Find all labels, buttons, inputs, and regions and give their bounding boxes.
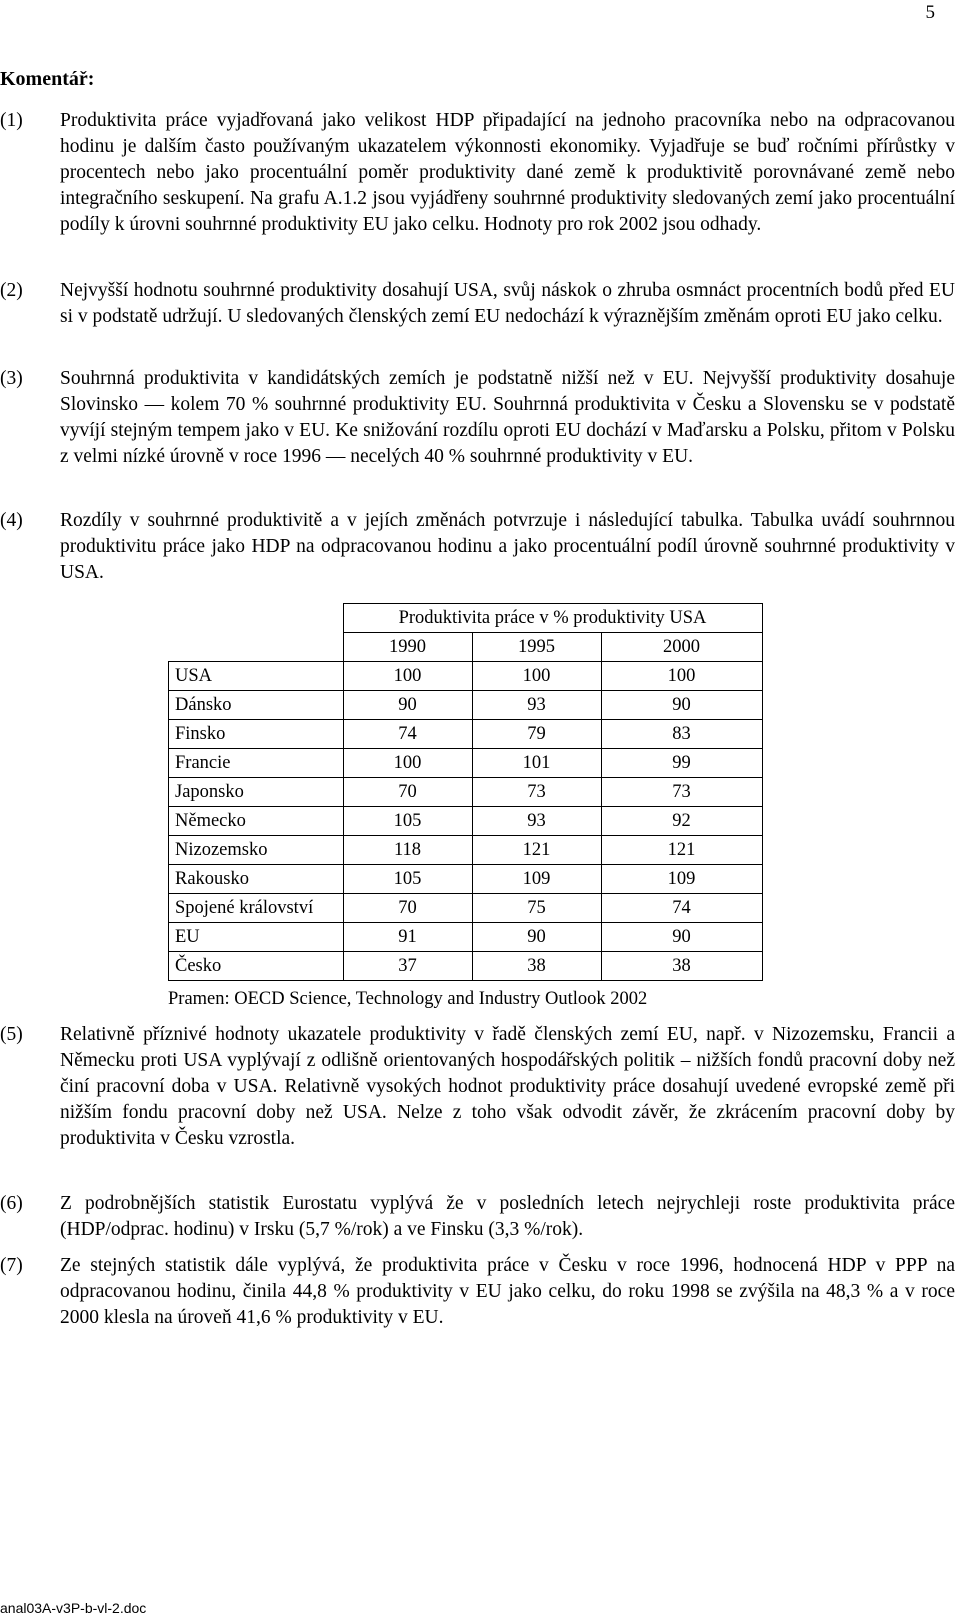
- value-cell: 79: [472, 720, 601, 749]
- paragraph-7: [0, 1253, 955, 1331]
- value-cell: 100: [343, 662, 472, 691]
- paragraph-text: Nejvyšší hodnotu souhrnné produktivity dosahují USA, svůj náskok o zhruba osmnáct procentních bodů před EU si v podstatě udržují. U sledovaných členských zemí EU nedochází k výraznějším změnám oproti EU jako celku.: [60, 280, 955, 327]
- country-cell: Česko: [169, 952, 344, 981]
- table-body: [169, 662, 763, 981]
- value-cell: 73: [472, 778, 601, 807]
- paragraph-number: (4): [0, 510, 23, 531]
- table-row: [169, 691, 763, 720]
- country-cell: Rakousko: [169, 865, 344, 894]
- value-cell: 105: [343, 807, 472, 836]
- table-row: [169, 720, 763, 749]
- country-cell: Spojené království: [169, 894, 344, 923]
- paragraph-number: (2): [0, 280, 23, 301]
- country-cell: Nizozemsko: [169, 836, 344, 865]
- value-cell: 90: [601, 691, 762, 720]
- value-cell: 92: [601, 807, 762, 836]
- value-cell: 121: [472, 836, 601, 865]
- value-cell: 70: [343, 894, 472, 923]
- paragraph-text: Z podrobnějších statistik Eurostatu vyplývá že v posledních letech nejrychleji roste produktivita práce (HDP/odprac. hodinu) v Irsku (5,7 %/rok) a ve Finsku (3,3 %/rok).: [60, 1193, 955, 1240]
- value-cell: 91: [343, 923, 472, 952]
- table-source: Pramen: OECD Science, Technology and Industry Outlook 2002: [168, 989, 648, 1009]
- paragraph-4: [0, 508, 955, 586]
- value-cell: 37: [343, 952, 472, 981]
- table-row: [169, 923, 763, 952]
- table-row: [169, 836, 763, 865]
- value-cell: 73: [601, 778, 762, 807]
- value-cell: 75: [472, 894, 601, 923]
- value-cell: 100: [601, 662, 762, 691]
- paragraph-number: (6): [0, 1193, 23, 1214]
- paragraph-number: (7): [0, 1255, 23, 1276]
- table-title: Produktivita práce v % produktivity USA: [343, 604, 762, 633]
- document-filename: anal03A-v3P-b-vl-2.doc: [0, 1600, 147, 1616]
- paragraph-text: Rozdíly v souhrnné produktivitě a v jejích změnách potvrzuje i následující tabulka. Tabulka uvádí souhrnnou produktivitu práce jako HDP na odpracovanou hodinu a jako procentuální podíl úrovně souhrnné produktivity v USA.: [60, 510, 955, 583]
- value-cell: 99: [601, 749, 762, 778]
- country-cell: USA: [169, 662, 344, 691]
- value-cell: 105: [343, 865, 472, 894]
- table-row: [169, 662, 763, 691]
- paragraph-6: [0, 1191, 955, 1243]
- table-row: [169, 778, 763, 807]
- paragraph-3: [0, 366, 955, 470]
- section-heading: Komentář:: [0, 68, 95, 90]
- paragraph-1: [0, 108, 955, 238]
- value-cell: 83: [601, 720, 762, 749]
- paragraph-text: Ze stejných statistik dále vyplývá, že produktivita práce v Česku v roce 1996, hodnocená HDP v PPP na odpracovanou hodinu, činila 44,8 % produktivity v EU jako celku, do roku 1998 se zvýšila na 48,3 % a v roce 2000 klesla na úroveň 41,6 % produktivity v EU.: [60, 1255, 955, 1328]
- paragraph-5: [0, 1022, 955, 1152]
- paragraph-2: [0, 278, 955, 330]
- value-cell: 38: [601, 952, 762, 981]
- table-row: [169, 749, 763, 778]
- value-cell: 93: [472, 807, 601, 836]
- table-row: [169, 865, 763, 894]
- country-cell: EU: [169, 923, 344, 952]
- country-cell: Japonsko: [169, 778, 344, 807]
- country-cell: Francie: [169, 749, 344, 778]
- value-cell: 74: [601, 894, 762, 923]
- value-cell: 118: [343, 836, 472, 865]
- year-header: 1990: [343, 633, 472, 662]
- country-cell: Německo: [169, 807, 344, 836]
- paragraph-number: (1): [0, 110, 23, 131]
- paragraph-text: Produktivita práce vyjadřovaná jako velikost HDP připadající na jednoho pracovníka nebo na odpracovanou hodinu je dalším často používaným ukazatelem výkonnosti ekonomiky. Vyjadřuje se buď ročními přírůstky v procentech nebo jako procentuální poměr produktivity dané země k produktivitě porovnávané země nebo integračního seskupení. Na grafu A.1.2 jsou vyjádřeny souhrnné produktivity sledovaných zemí jako procentuální podíly k úrovni souhrnné produktivity EU jako celku. Hodnoty pro rok 2002 jsou odhady.: [60, 110, 955, 235]
- value-cell: 109: [472, 865, 601, 894]
- value-cell: 121: [601, 836, 762, 865]
- value-cell: 100: [472, 662, 601, 691]
- table-row: [169, 952, 763, 981]
- value-cell: 101: [472, 749, 601, 778]
- productivity-table: [168, 603, 763, 981]
- country-cell: Dánsko: [169, 691, 344, 720]
- year-header: 1995: [472, 633, 601, 662]
- value-cell: 109: [601, 865, 762, 894]
- value-cell: 90: [601, 923, 762, 952]
- value-cell: 100: [343, 749, 472, 778]
- value-cell: 38: [472, 952, 601, 981]
- value-cell: 90: [472, 923, 601, 952]
- paragraph-number: (5): [0, 1024, 23, 1045]
- value-cell: 70: [343, 778, 472, 807]
- paragraph-number: (3): [0, 368, 23, 389]
- value-cell: 90: [343, 691, 472, 720]
- table-row: [169, 807, 763, 836]
- page-number: 5: [925, 2, 935, 23]
- value-cell: 74: [343, 720, 472, 749]
- paragraph-text: Relativně příznivé hodnoty ukazatele produktivity v řadě členských zemí EU, např. v Nizozemsku, Francii a Německu proti USA vyplývají z odlišně orientovaných hospodářských politik – nižších fondů pracovní doby než činí pracovní doba v USA. Relativně vysokých hodnot produktivity práce dosahují uvedené evropské země při nižším fondu pracovní doby než USA. Nelze z toho však odvodit závěr, že zkrácením pracovní doby by produktivita v Česku vzrostla.: [60, 1024, 955, 1149]
- country-cell: Finsko: [169, 720, 344, 749]
- year-header: 2000: [601, 633, 762, 662]
- table-row: [169, 894, 763, 923]
- paragraph-text: Souhrnná produktivita v kandidátských zemích je podstatně nižší než v EU. Nejvyšší produktivity dosahuje Slovinsko — kolem 70 % souhrnné produktivity EU. Souhrnná produktivita v Česku a Slovensku se v podstatě vyvíjí stejným tempem jako v EU. Ke snižování rozdílu oproti EU dochází v Maďarsku a Polsku, přitom v Polsku z velmi nízké úrovně v roce 1996 — necelých 40 % souhrnné produktivity v EU.: [60, 368, 955, 467]
- value-cell: 93: [472, 691, 601, 720]
